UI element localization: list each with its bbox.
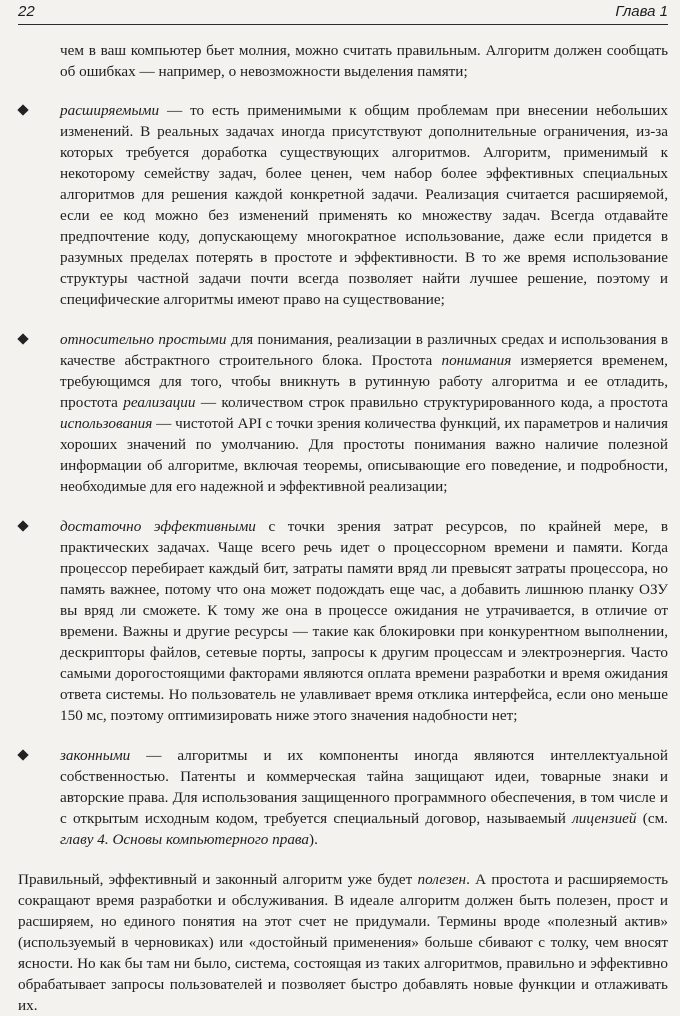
continued-item-text: чем в ваш компьютер бьет молния, можно считать правильным. Алгоритм должен сообщать об ошибках — например, о невозможности выделения памяти;	[60, 42, 668, 80]
item-text: — количеством строк правильно структурированного кода, а простота	[195, 394, 668, 411]
item-text: с точки зрения затрат ресурсов, по крайней мере, в практических задачах. Чаще всего речь идет о процессорном времени и памяти. Когда процессор перебирает каждый бит, затраты памяти вряд ли превысят затраты процессора, но память важнее, потому что она может подождать еще час, а добавить лишнюю планку ОЗУ вы вряд ли сможете. К тому же она в процессе ожидания не утрачивается, в отличие от времени. Важны и другие ресурсы — такие как блокировки при конкурентном выполнении, дескрипторы файлов, сетевые порты, запросы к другим процессам и электроэнергия. Часто самыми дорогостоящими факторами являются оплата времени разработки и время ожидания ответа системы. Но пользователь не улавливает время отклика интерфейса, если оно меньше 150 мс, поэтому оптимизировать ниже этого значения надобности нет;	[60, 518, 668, 724]
list-item	[18, 745, 668, 850]
diamond-bullet-icon	[17, 104, 28, 115]
item-text: — алгоритмы и их компоненты иногда являются интеллектуальной собственностью. Патенты и коммерческая тайна защищают идеи, товарные знаки и авторские права. Для использования защищенного программного обеспечения, в том числе и с открытым исходным кодом, требуется специальный договор, называемый	[60, 747, 668, 827]
paragraph-text: . А простота и расширяемость сокращают время разработки и обслуживания. В идеале алгоритм должен быть полезен, прост и расширяем, но единого понятия на этот счет не придумали. Термины вроде «полезный актив» (используемый в черновиках) или «достойный применения» больше сбивают с толку, чем вносят ясности. Но как бы там ни было, система, состоящая из таких алгоритмов, правильно и эффективно обрабатывает запросы пользователей и позволяет быстро добавлять новые функции и отлаживать их.	[18, 871, 669, 1014]
item-text: — то есть применимыми к общим проблемам при внесении небольших изменений. В реальных задачах иногда присутствуют дополнительные ограничения, из-за которых требуется доработка существующих алгоритмов. Алгоритм, применимый к некоторому семейству задач, более ценен, чем набор более эффективных специальных алгоритмов для решения каждой конкретной задачи. Реализация считается расширяемой, если ее код можно без изменений применять ко множеству задач. Всегда отдавайте предпочтение коду, допускающему многократное использование, даже если придется в разумных пределах потерять в простоте и эффективности. В то же время использование структуры частной задачи почти всегда позволяет найти лучшее решение, поэтому и специфические алгоритмы имеют право на существование;	[60, 102, 668, 308]
item-text: — чистотой API с точки зрения количества функций, их параметров и наличия хороших значений по умолчанию. Для простоты понимания важно наличие полезной информации об алгоритме, включая теоремы, описывающие его поведение, и подробности, необходимые для его надежной и эффективной реализации;	[60, 415, 668, 495]
item-emphasis: понимания	[441, 352, 512, 369]
item-term: расширяемыми	[60, 102, 160, 119]
item-term: достаточно эффективными	[60, 518, 256, 535]
item-emphasis: использования	[60, 415, 153, 432]
item-text: для понимания, реализации в различных средах и использования в качестве абстрактного строительного блока. Простота	[60, 331, 668, 369]
chapter-reference: главу 4. Основы компьютерного права	[60, 831, 310, 848]
diamond-bullet-icon	[17, 749, 28, 760]
item-emphasis: лицензией	[572, 810, 637, 827]
paragraph-text: Правильный, эффективный и законный алгоритм уже будет	[18, 871, 418, 888]
paragraph-emphasis: полезен	[417, 871, 467, 888]
diamond-bullet-icon	[17, 520, 28, 531]
item-term: законными	[60, 747, 131, 764]
list-item	[18, 516, 668, 726]
item-text: измеряется временем, требующимся для того, чтобы вникнуть в рутинную работу алгоритма и ее отладить, простота	[60, 352, 668, 411]
item-text: (см.	[636, 810, 668, 827]
item-term: относительно простыми	[60, 331, 227, 348]
item-emphasis: реализации	[123, 394, 196, 411]
page-number: 22	[18, 3, 35, 20]
chapter-title: Глава 1	[615, 3, 668, 20]
diamond-bullet-icon	[17, 333, 28, 344]
list-item	[18, 100, 668, 310]
list-item	[18, 329, 668, 497]
conclusion-paragraph	[18, 869, 668, 1016]
item-text: ).	[309, 831, 318, 848]
page-body	[18, 40, 668, 1016]
page-header	[18, 0, 668, 25]
